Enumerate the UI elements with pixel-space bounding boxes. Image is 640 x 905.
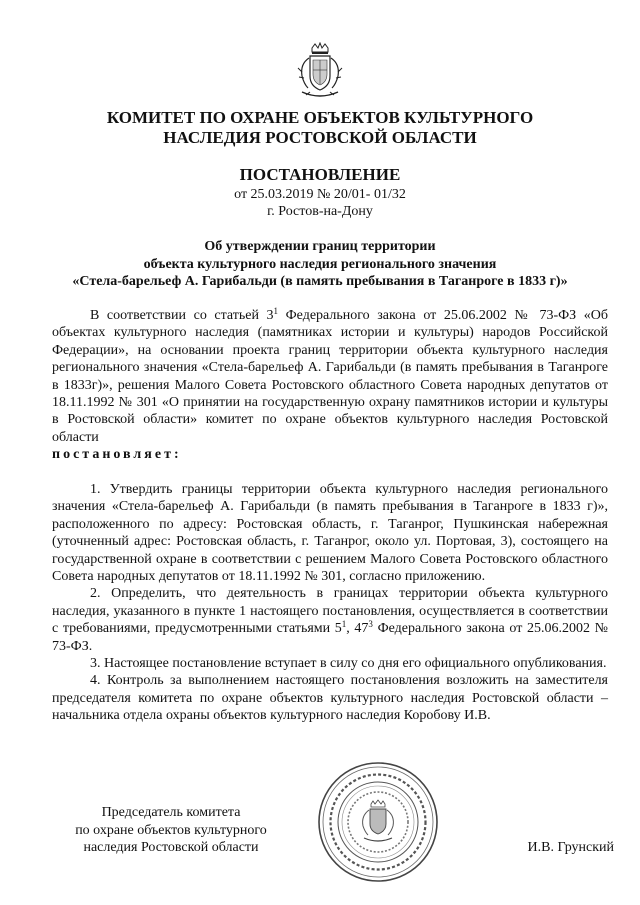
document-title (40, 238, 600, 291)
authority-line-2: НАСЛЕДИЯ РОСТОВСКОЙ ОБЛАСТИ (163, 128, 477, 147)
preamble-paragraph (52, 307, 608, 446)
position-line-2: по охране объектов культурного (75, 822, 267, 838)
title-line-2: объекта культурного наследия регионального значения (143, 256, 497, 272)
item-2-sup-2: 3 (368, 619, 373, 630)
official-seal-icon (316, 760, 440, 884)
authority-line-1: КОМИТЕТ ПО ОХРАНЕ ОБЪЕКТОВ КУЛЬТУРНОГО (106, 108, 534, 127)
resolves-label: постановляет: (52, 447, 182, 463)
item-2-text-b: , 47 (346, 621, 369, 637)
preamble-text-rest: Федерального закона от 25.06.2002 № 73-ФЗ «Об объектах культурного наследия (памятниках истории и культуры) народов Российской Федерации», на основании проекта границ территории объекта культурного наследия регионального значения «Стела-барельеф А. Гарибальди (в память пребывания в Таганроге в 1833г)», решения Малого Совета Ростовского областного Совета народных депутатов от 18.11.1992 № 301 «О принятии на государственную охрану памятников истории и культуры в Ростовской области» комитет по охране объектов культурного наследия Ростовской области (52, 308, 608, 445)
item-1: 1. Утвердить границы территории объекта культурного наследия регионального значения «Стела-барельеф А. Гарибальди (в память пребывания в Таганроге в 1833 г)», расположенного по адресу: Ростовская область, г. Таганрог, Пушкинская набережная (уточненный адрес: Ростовская область, г. Таганрог, около ул. Портовая, 3), состоящего на государственной охране в соответствии с решением Малого Совета Ростовского областного Совета народных депутатов от 18.11.1992 № 301, согласно приложению. (52, 482, 608, 585)
item-2 (52, 585, 608, 655)
signatory-name: И.В. Грунский (527, 840, 614, 855)
document-meta (40, 186, 600, 220)
coat-of-arms-icon (296, 42, 344, 102)
signatory-position (66, 804, 276, 857)
item-2-sup-1: 1 (341, 619, 347, 630)
preamble (52, 307, 608, 464)
preamble-text-start: В соответствии со статьей 3 (90, 308, 274, 323)
item-4: 4. Контроль за выполнением настоящего постановления возложить на заместителя председателя комитета по охране объектов культурного наследия Ростовской области – начальника отдела охраны объектов культурного наследия Коробову И.В. (52, 673, 608, 724)
title-line-3: «Стела-барельеф А. Гарибальди (в память пребывания в Таганроге в 1833 г)» (72, 274, 568, 289)
date-number: от 25.03.2019 № 20/01- 01/32 (234, 187, 406, 202)
item-2-text-c: Федерального закона от 25.06.2002 № 73-ФЗ. (52, 621, 609, 654)
article-superscript: 1 (273, 306, 279, 316)
position-line-3: наследия Ростовской области (83, 840, 259, 855)
issuing-authority (40, 108, 600, 148)
resolution-items (52, 481, 608, 725)
document-type: ПОСТАНОВЛЕНИЕ (239, 165, 401, 184)
item-2-text-a: 2. Определить, что деятельность в границах территории объекта культурного наследия, указанного в пункте 1 настоящего постановления, осуществляется в соответствии с требованиями, предусмотренными статьями 5 (52, 586, 608, 637)
title-line-1: Об утверждении границ территории (204, 239, 436, 254)
item-3: 3. Настоящее постановление вступает в силу со дня его официального опубликования. (90, 656, 607, 672)
position-line-1: Председатель комитета (101, 805, 241, 820)
city: г. Ростов-на-Дону (267, 204, 373, 219)
